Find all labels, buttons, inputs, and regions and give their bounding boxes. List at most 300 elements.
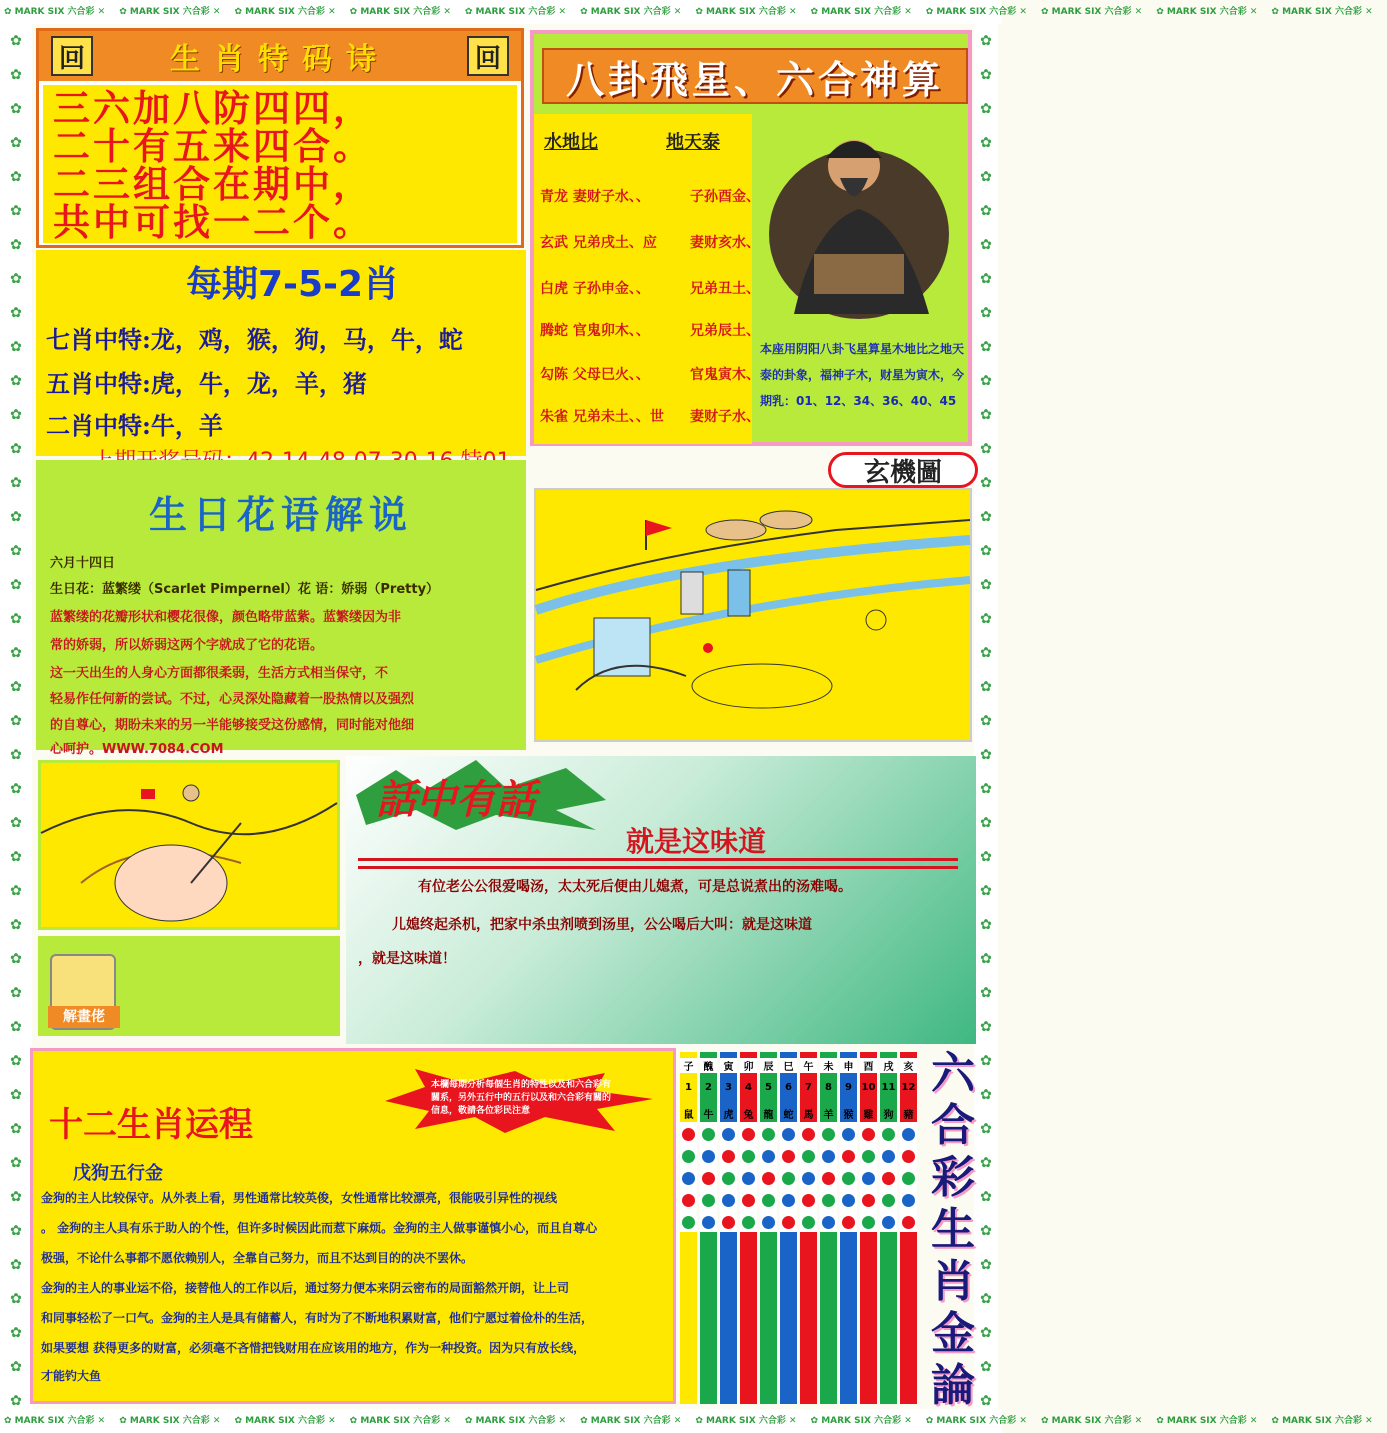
gua-row [540, 278, 760, 298]
number-ball [822, 1216, 835, 1229]
gua-row-left: 勾陈 父母巳火、、 [540, 367, 650, 383]
flower-icon: ✿ [10, 1359, 22, 1375]
zodiac-column [780, 1052, 797, 1404]
flower-icon: ✿ [980, 237, 992, 253]
zodiac-branch: 亥 [900, 1058, 917, 1073]
flower-icon: ✿ [10, 951, 22, 967]
zodiac-branch: 辰 [760, 1058, 777, 1073]
gua-row [540, 232, 760, 252]
gua-row-left: 玄武 兄弟戌土、应 [540, 235, 657, 251]
burst-text: 本欄每期分析每個生肖的特性以及和六合彩有關系，另外五行中的五行以及和六合彩有關的信息，敬請各位彩民注意 [431, 1080, 612, 1116]
side-title [928, 1048, 978, 1411]
gua-row-right: 兄弟丑土、 [690, 281, 760, 297]
flower-icon: ✿ [980, 1257, 992, 1273]
flower-icon: ✿ [10, 407, 22, 423]
flower-icon: ✿ [980, 1189, 992, 1205]
pick-two: 二肖中特:牛，羊 [46, 411, 223, 440]
bagua-note: 本座用阴阳八卦飞星算星木地比之地天泰的卦象，福神子木，财星为寅木，今期乳：01、12、34、36、40、45 [760, 342, 965, 408]
riddle-drawing [41, 763, 337, 927]
number-ball [842, 1216, 855, 1229]
brand-mark: ✿ MARK SIX 六合彩 ✕ [580, 1416, 682, 1426]
left-border [0, 24, 32, 1409]
number-ball [902, 1172, 915, 1185]
number-ball [762, 1172, 775, 1185]
number-ball [702, 1150, 715, 1163]
flower-date: 六月十四日 [50, 556, 116, 571]
fortune-title: 十二生肖运程 [49, 1105, 253, 1145]
flower-icon: ✿ [980, 169, 992, 185]
zodiac-column [760, 1052, 777, 1404]
zodiac-branch: 醜 [700, 1058, 717, 1073]
zodiac-column [900, 1052, 917, 1404]
flower-icon: ✿ [10, 985, 22, 1001]
gua-row [540, 406, 760, 426]
side-title-char: 金 [931, 1308, 975, 1359]
flower-icon: ✿ [980, 1223, 992, 1239]
brand-mark: ✿ MARK SIX 六合彩 ✕ [464, 7, 567, 17]
zodiac-branch: 卯 [740, 1058, 757, 1073]
sage-figure-image [754, 114, 964, 324]
number-ball [902, 1194, 915, 1207]
brand-mark: ✿ MARK SIX 六合彩 ✕ [234, 7, 336, 17]
number-ball [742, 1150, 755, 1163]
divider [358, 866, 958, 869]
zodiac-table [680, 1052, 924, 1404]
riddle-cartoon [534, 488, 972, 742]
flower-icon: ✿ [980, 1155, 992, 1171]
number-ball [722, 1150, 735, 1163]
number-ball [682, 1128, 695, 1141]
bagua-panel [530, 30, 972, 446]
flower-icon: ✿ [980, 543, 992, 559]
flower-icon: ✿ [980, 407, 992, 423]
brand-mark: ✿ MARK SIX 六合彩 ✕ [925, 1416, 1027, 1426]
zodiac-column [860, 1052, 877, 1404]
brand-mark: ✿ MARK SIX 六合彩 ✕ [349, 7, 451, 17]
gua-table [534, 114, 760, 444]
brand-mark: ✿ MARK SIX 六合彩 ✕ [349, 1416, 451, 1426]
ball-area [820, 1122, 837, 1232]
flower-icon: ✿ [10, 1325, 22, 1341]
gua-row-right: 官鬼寅木、 [690, 367, 760, 383]
flower-icon: ✿ [980, 883, 992, 899]
gua-row-right: 兄弟辰土、 [690, 323, 760, 339]
number-ball [842, 1172, 855, 1185]
zodiac-number: 9 [845, 1082, 852, 1093]
number-ball [702, 1172, 715, 1185]
flower-icon: ✿ [980, 1019, 992, 1035]
zodiac-number: 10 [861, 1082, 876, 1093]
flower-icon: ✿ [980, 747, 992, 763]
flower-text-line: 常的娇弱，所以娇弱这两个字就成了它的花语。 [50, 638, 324, 653]
flower-text-line: 的自尊心，期盼未来的另一半能够接受这份感情，同时能对他细 [50, 718, 415, 733]
zodiac-number: 11 [881, 1082, 896, 1093]
gua-row [540, 364, 760, 384]
poem-panel [36, 28, 524, 248]
number-ball [802, 1128, 815, 1141]
zodiac-animal: 龍 [763, 1110, 774, 1121]
zodiac-column [800, 1052, 817, 1404]
birthday-flower-panel [36, 460, 526, 757]
number-ball [822, 1128, 835, 1141]
zodiac-number: 5 [765, 1082, 772, 1093]
zodiac-number: 4 [745, 1082, 752, 1093]
poem-line: 二十有五来四合。 [53, 124, 373, 168]
brand-mark: ✿ MARK SIX 六合彩 ✕ [4, 7, 106, 17]
number-ball [722, 1128, 735, 1141]
flower-icon: ✿ [980, 951, 992, 967]
number-ball [882, 1150, 895, 1163]
number-ball [762, 1150, 775, 1163]
flower-text-line: 轻易作任何新的尝试。不过，心灵深处隐藏着一股热情以及强烈 [50, 692, 415, 707]
flower-icon: ✿ [10, 169, 22, 185]
hui-frame-icon: 回 [51, 36, 93, 76]
number-ball [802, 1172, 815, 1185]
zodiac-column [880, 1052, 897, 1404]
zodiac-animal: 虎 [723, 1110, 734, 1121]
flower-icon: ✿ [10, 815, 22, 831]
brand-mark: ✿ MARK SIX 六合彩 ✕ [119, 1416, 221, 1426]
flower-icon: ✿ [980, 679, 992, 695]
flower-name-line: 生日花：蓝繁缕（Scarlet Pimpernel）花 语：娇弱（Pretty） [50, 582, 440, 597]
number-ball [762, 1128, 775, 1141]
number-ball [822, 1194, 835, 1207]
flower-icon: ✿ [980, 305, 992, 321]
gua-row-left: 白虎 子孙申金、、 [540, 281, 650, 297]
flower-icon: ✿ [10, 339, 22, 355]
flower-icon: ✿ [10, 1393, 22, 1409]
flower-title: 生日花语解说 [148, 492, 413, 537]
number-ball [682, 1216, 695, 1229]
flower-icon: ✿ [10, 1155, 22, 1171]
flower-icon: ✿ [10, 305, 22, 321]
number-ball [822, 1150, 835, 1163]
poem-line: 三六加八防四四， [53, 86, 373, 130]
zodiac-animal: 鼠 [683, 1110, 694, 1121]
picks-title: 每期7-5-2肖 [186, 264, 400, 305]
flower-icon: ✿ [10, 713, 22, 729]
flower-icon: ✿ [10, 509, 22, 525]
flower-icon: ✿ [980, 1393, 992, 1409]
zodiac-branch: 酉 [860, 1058, 877, 1073]
number-ball [842, 1150, 855, 1163]
zodiac-animal: 蛇 [783, 1110, 794, 1121]
zodiac-column [700, 1052, 717, 1404]
zodiac-branch: 午 [800, 1058, 817, 1073]
number-ball [742, 1216, 755, 1229]
flower-icon: ✿ [10, 1019, 22, 1035]
xuanji-badge: 玄機圖 [828, 452, 978, 488]
zodiac-column [740, 1052, 757, 1404]
brand-mark: ✿ MARK SIX 六合彩 ✕ [1271, 7, 1373, 17]
joke-line: 有位老公公很爱喝汤，太太死后便由儿媳煮，可是总说煮出的汤难喝。 [418, 879, 852, 895]
flower-icon: ✿ [10, 101, 22, 117]
flower-icon: ✿ [10, 203, 22, 219]
number-ball [862, 1128, 875, 1141]
zodiac-branch: 未 [820, 1058, 837, 1073]
flower-icon: ✿ [10, 917, 22, 933]
number-ball [802, 1194, 815, 1207]
flower-icon: ✿ [980, 1121, 992, 1137]
number-ball [762, 1216, 775, 1229]
side-title-char: 論 [931, 1360, 975, 1411]
brand-mark: ✿ MARK SIX 六合彩 ✕ [925, 7, 1027, 17]
gua-row [540, 186, 760, 206]
flower-icon: ✿ [980, 577, 992, 593]
flower-icon: ✿ [10, 1291, 22, 1307]
gua-row-right: 妻财子水、 [690, 409, 760, 425]
number-ball [722, 1172, 735, 1185]
flower-icon: ✿ [10, 849, 22, 865]
brand-mark: ✿ MARK SIX 六合彩 ✕ [1271, 1416, 1373, 1426]
gua-row-left: 青龙 妻财子水、、 [540, 189, 650, 205]
ball-area [700, 1122, 717, 1232]
number-ball [682, 1194, 695, 1207]
number-ball [862, 1150, 875, 1163]
poem-body [43, 85, 517, 243]
ball-area [680, 1122, 697, 1232]
pick-seven: 七肖中特:龙，鸡，猴，狗，马，牛，蛇 [46, 325, 463, 354]
flower-icon: ✿ [980, 339, 992, 355]
zodiac-column [820, 1052, 837, 1404]
flower-icon: ✿ [980, 611, 992, 627]
zodiac-number: 12 [901, 1082, 916, 1093]
number-ball [682, 1150, 695, 1163]
flower-icon: ✿ [980, 781, 992, 797]
fortune-subtitle: 戊狗五行金 [73, 1163, 163, 1184]
flower-icon: ✿ [10, 577, 22, 593]
number-ball [742, 1128, 755, 1141]
flower-icon: ✿ [980, 135, 992, 151]
flower-icon: ✿ [980, 985, 992, 1001]
picks-panel [36, 250, 526, 456]
joke-line: 儿媳终起杀机，把家中杀虫剂喷到汤里，公公喝后大叫：就是这味道 [392, 917, 812, 933]
number-ball [822, 1172, 835, 1185]
side-title-char: 生 [931, 1204, 975, 1255]
zodiac-branch: 申 [840, 1058, 857, 1073]
flower-icon: ✿ [10, 1189, 22, 1205]
number-ball [702, 1128, 715, 1141]
zodiac-branch: 寅 [720, 1058, 737, 1073]
poem-title: 生肖特码诗 [170, 42, 390, 77]
flower-icon: ✿ [10, 1087, 22, 1103]
zodiac-number: 6 [785, 1082, 792, 1093]
number-ball [802, 1216, 815, 1229]
brand-mark: ✿ MARK SIX 六合彩 ✕ [1156, 7, 1258, 17]
gua-right-heading: 地天泰 [666, 132, 720, 153]
joke-banner: 話中有話 [376, 776, 536, 823]
number-ball [882, 1172, 895, 1185]
fortune-line: 极强，不论什么事都不愿依赖别人，全靠自己努力，而且不达到目的的决不罢休。 [41, 1251, 474, 1265]
flower-icon: ✿ [980, 917, 992, 933]
number-ball [702, 1216, 715, 1229]
side-title-char: 合 [931, 1100, 975, 1151]
flower-icon: ✿ [980, 509, 992, 525]
flower-icon: ✿ [980, 1325, 992, 1341]
brand-mark: ✿ MARK SIX 六合彩 ✕ [234, 1416, 336, 1426]
brand-mark: ✿ MARK SIX 六合彩 ✕ [4, 1416, 106, 1426]
zodiac-number: 3 [725, 1082, 732, 1093]
gua-left-heading: 水地比 [544, 132, 598, 153]
poem-line: 二三组合在期中， [53, 162, 373, 206]
ball-area [840, 1122, 857, 1232]
flower-icon: ✿ [10, 441, 22, 457]
zodiac-animal: 猴 [843, 1110, 854, 1121]
cartoon-drawing [536, 490, 970, 740]
flower-icon: ✿ [10, 475, 22, 491]
flower-text-line: 蓝繁缕的花瓣形状和樱花很像，颜色略带蓝紫。蓝繁缕因为非 [50, 610, 402, 625]
number-ball [682, 1172, 695, 1185]
zodiac-branch: 巳 [780, 1058, 797, 1073]
zodiac-animal: 豬 [903, 1110, 914, 1121]
zodiac-number: 1 [685, 1082, 692, 1093]
number-ball [742, 1172, 755, 1185]
flower-icon: ✿ [10, 781, 22, 797]
flower-icon: ✿ [10, 1121, 22, 1137]
flower-icon: ✿ [980, 475, 992, 491]
zodiac-column [720, 1052, 737, 1404]
flower-icon: ✿ [980, 1087, 992, 1103]
brand-mark: ✿ MARK SIX 六合彩 ✕ [810, 1416, 912, 1426]
flower-icon: ✿ [10, 883, 22, 899]
fortune-line: 金狗的主人比较保守。从外表上看，男性通常比较英俊，女性通常比较漂亮，很能吸引异性的视线 [41, 1191, 558, 1205]
ball-area [780, 1122, 797, 1232]
number-ball [702, 1194, 715, 1207]
flower-icon: ✿ [10, 543, 22, 559]
flower-icon: ✿ [10, 373, 22, 389]
ball-area [860, 1122, 877, 1232]
flower-icon: ✿ [10, 1223, 22, 1239]
flower-icon: ✿ [980, 713, 992, 729]
flower-icon: ✿ [10, 67, 22, 83]
poem-line: 共中可找一二个。 [53, 200, 373, 244]
joke-subtitle: 就是这味道 [626, 825, 767, 858]
number-ball [862, 1172, 875, 1185]
number-ball [722, 1194, 735, 1207]
zodiac-number: 2 [705, 1082, 712, 1093]
bagua-title: 八卦飛星、六合神算 [565, 56, 944, 102]
brand-mark: ✿ MARK SIX 六合彩 ✕ [810, 7, 912, 17]
riddle-image [38, 760, 340, 930]
jiehua-label: 解畫佬 [48, 1006, 120, 1028]
number-ball [862, 1216, 875, 1229]
side-title-char: 肖 [931, 1256, 975, 1307]
number-ball [782, 1172, 795, 1185]
jiehua-panel [38, 936, 340, 1036]
number-ball [782, 1216, 795, 1229]
flower-icon: ✿ [10, 679, 22, 695]
flower-icon: ✿ [980, 373, 992, 389]
ball-area [760, 1122, 777, 1232]
flower-icon: ✿ [980, 815, 992, 831]
flower-icon: ✿ [10, 237, 22, 253]
ball-area [800, 1122, 817, 1232]
gua-row-right: 子孙酉金、 [690, 189, 760, 205]
gua-row [540, 320, 760, 340]
brand-mark: ✿ MARK SIX 六合彩 ✕ [1040, 1416, 1143, 1426]
gua-row-left: 朱雀 兄弟未土、、世 [540, 409, 664, 425]
number-ball [862, 1194, 875, 1207]
number-ball [742, 1194, 755, 1207]
flower-text-line: 这一天出生的人身心方面都很柔弱，生活方式相当保守，不 [50, 666, 389, 681]
zodiac-branch: 子 [680, 1058, 697, 1073]
side-title-char: 六 [931, 1048, 975, 1099]
fortune-line: 。 金狗的主人具有乐于助人的个性，但许多时候因此而惹下麻烦。金狗的主人做事谨慎小心，而且自尊心 [41, 1221, 598, 1235]
joke-line: ，就是这味道！ [358, 951, 456, 967]
number-ball [902, 1128, 915, 1141]
flower-icon: ✿ [980, 1291, 992, 1307]
number-ball [882, 1128, 895, 1141]
zodiac-number: 7 [805, 1082, 812, 1093]
gua-row-left: 腾蛇 官鬼卯木、、 [540, 323, 650, 339]
zodiac-animal: 雞 [863, 1110, 874, 1121]
brand-mark: ✿ MARK SIX 六合彩 ✕ [1156, 1416, 1258, 1426]
zodiac-animal: 牛 [703, 1110, 714, 1121]
brand-mark: ✿ MARK SIX 六合彩 ✕ [119, 7, 221, 17]
number-ball [882, 1194, 895, 1207]
number-ball [902, 1150, 915, 1163]
zodiac-column [840, 1052, 857, 1404]
fortune-line: 金狗的主人的事业运不俗，接替他人的工作以后，通过努力便本来阴云密布的局面豁然开朗，让上司 [41, 1281, 570, 1295]
flower-icon: ✿ [980, 849, 992, 865]
flower-icon: ✿ [10, 271, 22, 287]
zodiac-number: 8 [825, 1082, 832, 1093]
zodiac-branch: 戌 [880, 1058, 897, 1073]
number-ball [782, 1150, 795, 1163]
number-ball [902, 1216, 915, 1229]
number-ball [782, 1194, 795, 1207]
fortune-line: 如果要想 获得更多的财富，必须毫不吝惜把钱财用在应该用的地方，作为一种投资。因为只有放长线， [41, 1341, 586, 1355]
flower-icon: ✿ [980, 101, 992, 117]
number-ball [842, 1194, 855, 1207]
brand-mark: ✿ MARK SIX 六合彩 ✕ [580, 7, 682, 17]
flower-icon: ✿ [10, 645, 22, 661]
joke-panel [346, 756, 976, 1044]
flower-icon: ✿ [10, 1053, 22, 1069]
number-ball [782, 1128, 795, 1141]
ball-area [900, 1122, 917, 1232]
flower-icon: ✿ [980, 1053, 992, 1069]
number-ball [722, 1216, 735, 1229]
flower-icon: ✿ [980, 645, 992, 661]
flower-icon: ✿ [980, 203, 992, 219]
side-title-char: 彩 [931, 1152, 975, 1203]
pick-five: 五肖中特:虎，牛，龙，羊，猪 [46, 369, 367, 398]
flower-icon: ✿ [980, 271, 992, 287]
flower-icon: ✿ [10, 1257, 22, 1273]
fortune-line: 才能钓大鱼 [41, 1369, 102, 1383]
flower-icon: ✿ [980, 67, 992, 83]
brand-mark: ✿ MARK SIX 六合彩 ✕ [695, 7, 797, 17]
fortune-line: 和同事轻松了一口气。金狗的主人是具有储蓄人，有时为了不断地积累财富，他们宁愿过着俭朴的生活， [41, 1311, 594, 1325]
flower-icon: ✿ [10, 33, 22, 49]
flower-icon: ✿ [10, 611, 22, 627]
ball-area [880, 1122, 897, 1232]
number-ball [802, 1150, 815, 1163]
flower-text-line: 心呵护。WWW.7084.COM [50, 742, 224, 757]
divider [358, 858, 958, 861]
bottom-border [0, 1409, 1373, 1433]
number-ball [762, 1194, 775, 1207]
flower-icon: ✿ [980, 441, 992, 457]
zodiac-animal: 羊 [823, 1110, 834, 1121]
gua-row-right: 妻财亥水、 [690, 235, 760, 251]
ball-area [740, 1122, 757, 1232]
brand-mark: ✿ MARK SIX 六合彩 ✕ [1040, 7, 1143, 17]
flower-icon: ✿ [980, 33, 992, 49]
flower-icon: ✿ [10, 747, 22, 763]
number-ball [842, 1128, 855, 1141]
